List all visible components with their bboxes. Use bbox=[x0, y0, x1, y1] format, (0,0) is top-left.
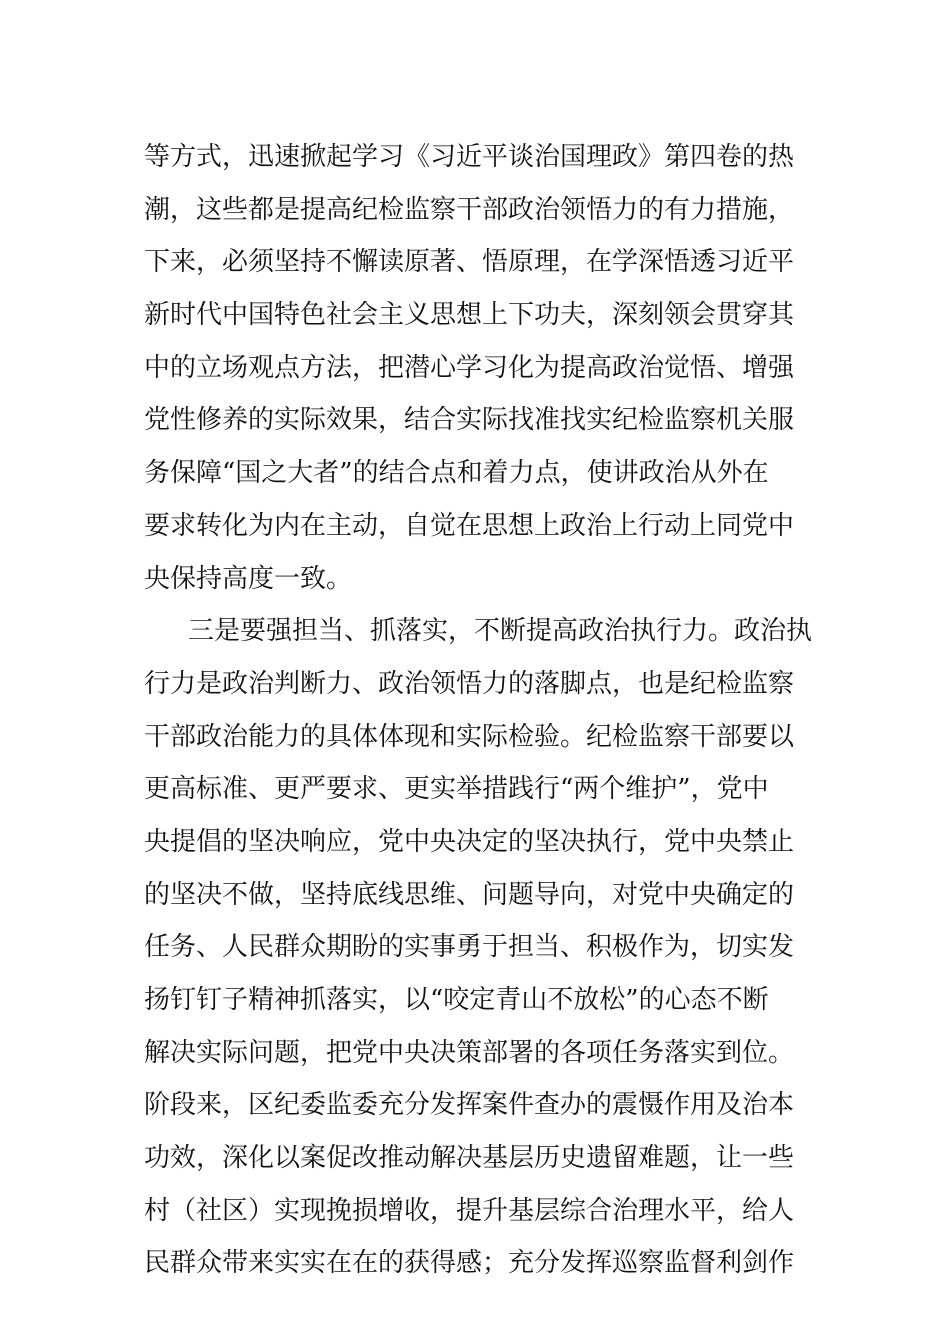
paragraph-start-line: 三是要强担当、抓落实，不断提高政治执行力。政治执 bbox=[188, 616, 813, 647]
text-line: 潮，这些都是提高纪检监察干部政治领悟力的有力措施， bbox=[144, 194, 795, 225]
text-line: 央保持高度一致。 bbox=[144, 563, 353, 594]
text-line: 行力是政治判断力、政治领悟力的落脚点，也是纪检监察 bbox=[144, 668, 795, 699]
text-line: 解决实际问题，把党中央决策部署的各项任务落实到位。 bbox=[144, 1037, 795, 1068]
text-line: 村（社区）实现挽损增收，提升基层综合治理水平，给人 bbox=[144, 1195, 795, 1226]
text-line: 要求转化为内在主动，自觉在思想上政治上行动上同党中 bbox=[144, 510, 795, 541]
text-line: 央提倡的坚决响应，党中央决定的坚决执行，党中央禁止 bbox=[144, 826, 795, 857]
text-line: 务保障“国之大者”的结合点和着力点，使讲政治从外在 bbox=[144, 458, 769, 489]
text-line: 阶段来，区纪委监委充分发挥案件查办的震慑作用及治本 bbox=[144, 1090, 795, 1121]
text-line: 新时代中国特色社会主义思想上下功夫，深刻领会贯穿其 bbox=[144, 300, 795, 331]
text-line: 功效，深化以案促改推动解决基层历史遗留难题，让一些 bbox=[144, 1143, 795, 1174]
text-line: 下来，必须坚持不懈读原著、悟原理，在学深悟透习近平 bbox=[144, 247, 795, 278]
text-line: 中的立场观点方法，把潜心学习化为提高政治觉悟、增强 bbox=[144, 352, 795, 383]
text-line: 等方式，迅速掀起学习《习近平谈治国理政》第四卷的热 bbox=[144, 142, 795, 172]
text-line: 任务、人民群众期盼的实事勇于担当、积极作为，切实发 bbox=[144, 932, 795, 963]
text-line: 民群众带来实实在在的获得感；充分发挥巡察监督利剑作 bbox=[144, 1248, 795, 1279]
text-line: 扬钉钉子精神抓落实，以“咬定青山不放松”的心态不断 bbox=[144, 985, 769, 1015]
text-line: 党性修养的实际效果，结合实际找准找实纪检监察机关服 bbox=[144, 405, 795, 436]
text-line: 干部政治能力的具体体现和实际检验。纪检监察干部要以 bbox=[144, 721, 795, 752]
text-line: 更高标准、更严要求、更实举措践行“两个维护”，党中 bbox=[144, 774, 769, 805]
document-body bbox=[144, 131, 824, 1290]
text-line: 的坚决不做，坚持底线思维、问题导向，对党中央确定的 bbox=[144, 879, 795, 910]
